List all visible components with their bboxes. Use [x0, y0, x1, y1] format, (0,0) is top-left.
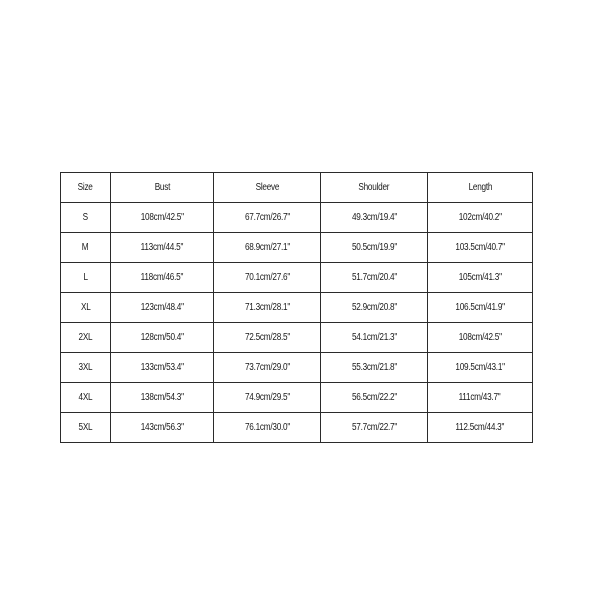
cell-text: 138cm/54.3": [140, 392, 184, 403]
cell-shoulder: [321, 263, 428, 293]
cell-text: 52.9cm/20.8": [351, 302, 397, 313]
cell-size: [61, 203, 111, 233]
cell-size: [61, 233, 111, 263]
cell-size: [61, 353, 111, 383]
cell-bust: [111, 293, 214, 323]
cell-length: [428, 323, 533, 353]
cell-size: [61, 413, 111, 443]
cell-text: 67.7cm/26.7": [244, 212, 290, 223]
cell-text: 4XL: [78, 392, 93, 403]
table-body: [61, 203, 533, 443]
cell-text: 50.5cm/19.9": [351, 242, 397, 253]
cell-shoulder: [321, 383, 428, 413]
cell-text: 54.1cm/21.3": [351, 332, 397, 343]
header-size-label: Size: [78, 182, 93, 193]
header-shoulder-label: Shoulder: [358, 182, 390, 193]
header-sleeve-label: Sleeve: [255, 182, 279, 193]
cell-text: 57.7cm/22.7": [351, 422, 397, 433]
table-row: [61, 233, 533, 263]
cell-text: 106.5cm/41.9": [455, 302, 505, 313]
cell-size: [61, 263, 111, 293]
cell-shoulder: [321, 203, 428, 233]
cell-length: [428, 263, 533, 293]
cell-text: 109.5cm/43.1": [455, 362, 505, 373]
cell-text: 105cm/41.3": [458, 272, 502, 283]
cell-text: 71.3cm/28.1": [244, 302, 290, 313]
header-row: [61, 173, 533, 203]
table-row: [61, 383, 533, 413]
cell-sleeve: [214, 263, 321, 293]
cell-text: 72.5cm/28.5": [244, 332, 290, 343]
cell-text: 68.9cm/27.1": [244, 242, 290, 253]
cell-text: 103.5cm/40.7": [455, 242, 505, 253]
cell-text: 118cm/46.5": [140, 272, 184, 283]
header-bust-label: Bust: [154, 182, 170, 193]
size-chart-table: [60, 172, 533, 443]
table-row: [61, 413, 533, 443]
cell-text: L: [83, 272, 88, 283]
cell-text: 102cm/40.2": [458, 212, 502, 223]
cell-text: 143cm/56.3": [140, 422, 184, 433]
cell-length: [428, 383, 533, 413]
table-row: [61, 293, 533, 323]
cell-size: [61, 323, 111, 353]
cell-size: [61, 383, 111, 413]
cell-bust: [111, 353, 214, 383]
cell-shoulder: [321, 293, 428, 323]
cell-shoulder: [321, 323, 428, 353]
cell-bust: [111, 323, 214, 353]
header-sleeve: [214, 173, 321, 203]
header-length-label: Length: [468, 182, 492, 193]
cell-length: [428, 293, 533, 323]
cell-text: M: [82, 242, 89, 253]
table-row: [61, 353, 533, 383]
cell-bust: [111, 263, 214, 293]
table-row: [61, 323, 533, 353]
cell-length: [428, 353, 533, 383]
header-length: [428, 173, 533, 203]
cell-sleeve: [214, 233, 321, 263]
cell-sleeve: [214, 413, 321, 443]
cell-bust: [111, 413, 214, 443]
cell-text: 5XL: [78, 422, 93, 433]
cell-bust: [111, 233, 214, 263]
cell-shoulder: [321, 413, 428, 443]
cell-text: 76.1cm/30.0": [244, 422, 290, 433]
cell-text: 55.3cm/21.8": [351, 362, 397, 373]
cell-text: 3XL: [78, 362, 93, 373]
cell-bust: [111, 203, 214, 233]
table-row: [61, 203, 533, 233]
cell-text: 133cm/53.4": [140, 362, 184, 373]
cell-sleeve: [214, 353, 321, 383]
cell-shoulder: [321, 353, 428, 383]
table-header: [61, 173, 533, 203]
cell-text: 111cm/43.7": [459, 392, 501, 403]
cell-bust: [111, 383, 214, 413]
cell-text: 51.7cm/20.4": [351, 272, 397, 283]
cell-text: 73.7cm/29.0": [244, 362, 290, 373]
cell-shoulder: [321, 233, 428, 263]
table-row: [61, 263, 533, 293]
cell-length: [428, 203, 533, 233]
cell-sleeve: [214, 203, 321, 233]
cell-text: S: [82, 212, 89, 223]
cell-text: 74.9cm/29.5": [244, 392, 290, 403]
cell-text: 2XL: [78, 332, 93, 343]
cell-sleeve: [214, 323, 321, 353]
cell-text: 112.5cm/44.3": [455, 422, 505, 433]
cell-length: [428, 233, 533, 263]
cell-text: 70.1cm/27.6": [244, 272, 290, 283]
cell-text: XL: [80, 302, 91, 313]
cell-text: 108cm/42.5": [140, 212, 184, 223]
header-size: [61, 173, 111, 203]
cell-text: 49.3cm/19.4": [351, 212, 397, 223]
cell-text: 123cm/48.4": [140, 302, 184, 313]
cell-text: 56.5cm/22.2": [351, 392, 397, 403]
cell-text: 108cm/42.5": [458, 332, 502, 343]
header-bust: [111, 173, 214, 203]
cell-size: [61, 293, 111, 323]
cell-text: 113cm/44.5": [140, 242, 184, 253]
cell-sleeve: [214, 293, 321, 323]
cell-text: 128cm/50.4": [140, 332, 184, 343]
cell-sleeve: [214, 383, 321, 413]
header-shoulder: [321, 173, 428, 203]
cell-length: [428, 413, 533, 443]
